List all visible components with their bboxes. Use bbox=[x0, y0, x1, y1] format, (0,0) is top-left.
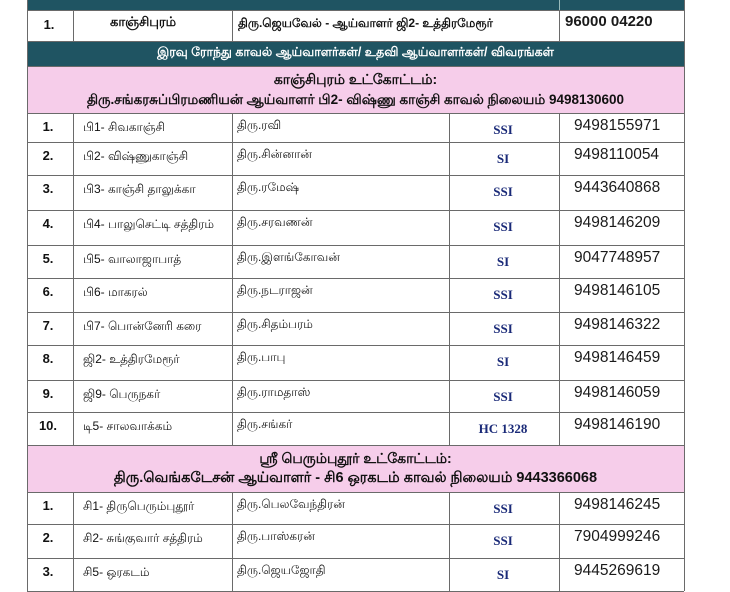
row-phone: 7904999246 bbox=[574, 528, 661, 545]
grid-line bbox=[232, 380, 233, 412]
grid-line bbox=[449, 210, 450, 245]
row-officer: திரு.சின்னான் bbox=[237, 147, 312, 161]
row-rank: SI bbox=[496, 354, 510, 369]
row-sn: 1. bbox=[42, 498, 54, 513]
row-officer: திரு.பெலவேந்திரன் bbox=[237, 497, 345, 511]
top-row-place: காஞ்சிபுரம் bbox=[110, 14, 177, 29]
row-phone: 9047748957 bbox=[574, 249, 661, 266]
grid-line bbox=[559, 312, 560, 345]
row-officer: திரு.பாஸ்கரன் bbox=[237, 529, 315, 543]
row-rank: HC 1328 bbox=[478, 421, 528, 436]
row-sn: 10. bbox=[38, 418, 58, 433]
grid-line bbox=[73, 558, 74, 591]
row-sn: 1. bbox=[42, 119, 54, 134]
grid-line bbox=[27, 113, 684, 114]
row-rank: SSI bbox=[493, 533, 513, 548]
row-rank: SI bbox=[496, 151, 510, 166]
grid-line bbox=[232, 524, 233, 558]
row-station: பி4- பாலுசெட்டி சத்திரம் bbox=[83, 217, 215, 231]
row-rank: SSI bbox=[493, 287, 513, 302]
grid-line bbox=[73, 175, 74, 210]
grid-line bbox=[559, 175, 560, 210]
grid-line bbox=[559, 558, 560, 591]
row-sn: 8. bbox=[42, 351, 54, 366]
row-officer: திரு.ரமேஷ் bbox=[237, 180, 300, 194]
row-rank: SI bbox=[496, 254, 510, 269]
row-station: பி2- விஷ்ணுகாஞ்சி bbox=[83, 149, 189, 163]
row-station: சி1- திருபெரும்புதூர் bbox=[83, 499, 195, 513]
row-rank: SSI bbox=[493, 321, 513, 336]
grid-line bbox=[559, 278, 560, 312]
row-phone: 9498146245 bbox=[574, 496, 661, 513]
grid-line bbox=[449, 142, 450, 175]
row-station: பி3- காஞ்சி தாலுக்கா bbox=[83, 182, 196, 196]
grid-line bbox=[73, 492, 74, 524]
top-row-sn: 1. bbox=[43, 17, 55, 32]
grid-line bbox=[449, 175, 450, 210]
grid-line bbox=[27, 445, 684, 446]
row-sn: 6. bbox=[42, 284, 54, 299]
grid-line bbox=[449, 412, 450, 445]
grid-line bbox=[27, 0, 28, 591]
grid-line bbox=[232, 245, 233, 278]
grid-line bbox=[559, 0, 560, 10]
section2-subtitle: திரு.வெங்கடேசன் ஆய்வாளர் - சி6 ஒரகடம் காவல் நிலையம் 9443366068 bbox=[113, 470, 598, 486]
grid-line bbox=[232, 345, 233, 380]
row-phone: 9498146059 bbox=[574, 384, 661, 401]
row-station: பி6- மாகரல் bbox=[83, 285, 148, 299]
grid-line bbox=[559, 10, 560, 41]
row-rank: SSI bbox=[493, 389, 513, 404]
grid-line bbox=[73, 312, 74, 345]
row-sn: 2. bbox=[42, 530, 54, 545]
grid-line bbox=[232, 175, 233, 210]
grid-line bbox=[232, 10, 233, 41]
grid-line bbox=[232, 558, 233, 591]
row-phone: 9445269619 bbox=[574, 562, 661, 579]
grid-line bbox=[232, 492, 233, 524]
row-officer: திரு.சரவணன் bbox=[237, 215, 313, 229]
grid-line bbox=[232, 142, 233, 175]
night-patrol-banner-text: இரவு ரோந்து காவல் ஆய்வாளர்கள்/ உதவி ஆய்வாளர்கள்/ விவரங்கள் bbox=[157, 45, 554, 59]
row-sn: 4. bbox=[42, 216, 54, 231]
grid-line bbox=[449, 558, 450, 591]
grid-line bbox=[559, 492, 560, 524]
grid-line bbox=[232, 312, 233, 345]
grid-line bbox=[559, 345, 560, 380]
row-phone: 9443640868 bbox=[574, 179, 661, 196]
row-officer: திரு.சங்கர் bbox=[237, 417, 293, 431]
grid-line bbox=[73, 524, 74, 558]
row-phone: 9498146459 bbox=[574, 349, 661, 366]
grid-line bbox=[232, 278, 233, 312]
grid-line bbox=[559, 210, 560, 245]
row-rank: SI bbox=[496, 567, 510, 582]
grid-line bbox=[232, 412, 233, 445]
grid-line bbox=[559, 245, 560, 278]
grid-line bbox=[27, 66, 684, 67]
grid-line bbox=[684, 0, 685, 591]
row-sn: 7. bbox=[42, 318, 54, 333]
row-station: பி1- சிவகாஞ்சி bbox=[83, 120, 166, 134]
row-officer: திரு.ஜெயஜோதி bbox=[237, 563, 326, 577]
grid-line bbox=[73, 10, 74, 41]
row-officer: திரு.நடராஜன் bbox=[237, 283, 313, 297]
grid-line bbox=[559, 524, 560, 558]
top-row-officer: திரு.ஜெயவேல் - ஆய்வாளர் ஜி2- உத்திரமேரூர் bbox=[238, 16, 493, 30]
grid-line bbox=[449, 312, 450, 345]
grid-line bbox=[73, 412, 74, 445]
row-rank: SSI bbox=[493, 184, 513, 199]
row-station: டி5- சாலவாக்கம் bbox=[83, 419, 173, 433]
grid-line bbox=[232, 210, 233, 245]
section1-subtitle: திரு.சங்கரசுப்பிரமணியன் ஆய்வாளர் பி2- விஷ்ணு காஞ்சி காவல் நிலையம் 9498130600 bbox=[86, 92, 625, 107]
top-dark-strip bbox=[27, 0, 684, 10]
grid-line bbox=[559, 113, 560, 142]
row-rank: SSI bbox=[493, 501, 513, 516]
top-row-phone: 96000 04220 bbox=[565, 13, 653, 30]
grid-line bbox=[73, 380, 74, 412]
row-station: சி5- ஒரகடம் bbox=[83, 565, 150, 579]
grid-line bbox=[559, 412, 560, 445]
grid-line bbox=[449, 524, 450, 558]
row-station: ஜி2- உத்திரமேரூர் bbox=[83, 352, 180, 366]
grid-line bbox=[27, 492, 684, 493]
section1-title: காஞ்சிபுரம் உட்கோட்டம்: bbox=[273, 71, 438, 87]
grid-line bbox=[73, 142, 74, 175]
row-officer: திரு.ராமதாஸ் bbox=[237, 385, 311, 399]
grid-line bbox=[27, 10, 684, 11]
grid-line bbox=[73, 113, 74, 142]
grid-line bbox=[73, 345, 74, 380]
row-rank: SSI bbox=[493, 122, 513, 137]
row-phone: 9498146209 bbox=[574, 214, 661, 231]
row-phone: 9498155971 bbox=[574, 117, 661, 134]
row-phone: 9498146190 bbox=[574, 416, 661, 433]
row-phone: 9498146105 bbox=[574, 282, 661, 299]
row-sn: 2. bbox=[42, 148, 54, 163]
grid-line bbox=[232, 113, 233, 142]
section2-title: ஸ்ரீ பெரும்புதூர் உட்கோட்டம்: bbox=[259, 450, 452, 466]
row-station: பி7- பொன்னேரி கரை bbox=[83, 319, 202, 333]
row-officer: திரு.சிதம்பரம் bbox=[237, 317, 313, 331]
grid-line bbox=[449, 492, 450, 524]
grid-line bbox=[449, 345, 450, 380]
row-sn: 5. bbox=[42, 251, 54, 266]
grid-line bbox=[449, 278, 450, 312]
grid-line bbox=[449, 113, 450, 142]
row-officer: திரு.பாபு bbox=[237, 350, 286, 364]
row-officer: திரு.இளங்கோவன் bbox=[237, 250, 340, 264]
grid-line bbox=[559, 142, 560, 175]
row-station: சி2- சுங்குவார் சத்திரம் bbox=[83, 531, 203, 545]
grid-line bbox=[449, 245, 450, 278]
grid-line bbox=[449, 380, 450, 412]
row-station: ஜி9- பெருநகர் bbox=[83, 387, 161, 401]
row-station: பி5- வாலாஜாபாத் bbox=[83, 252, 182, 266]
grid-line bbox=[27, 41, 684, 42]
grid-line bbox=[73, 245, 74, 278]
grid-line bbox=[73, 278, 74, 312]
row-rank: SSI bbox=[493, 219, 513, 234]
row-phone: 9498110054 bbox=[574, 146, 660, 163]
row-sn: 3. bbox=[42, 564, 54, 579]
grid-line bbox=[73, 210, 74, 245]
row-sn: 9. bbox=[42, 386, 54, 401]
row-officer: திரு.ரவி bbox=[237, 118, 282, 132]
row-sn: 3. bbox=[42, 181, 54, 196]
row-phone: 9498146322 bbox=[574, 316, 661, 333]
grid-line bbox=[559, 380, 560, 412]
